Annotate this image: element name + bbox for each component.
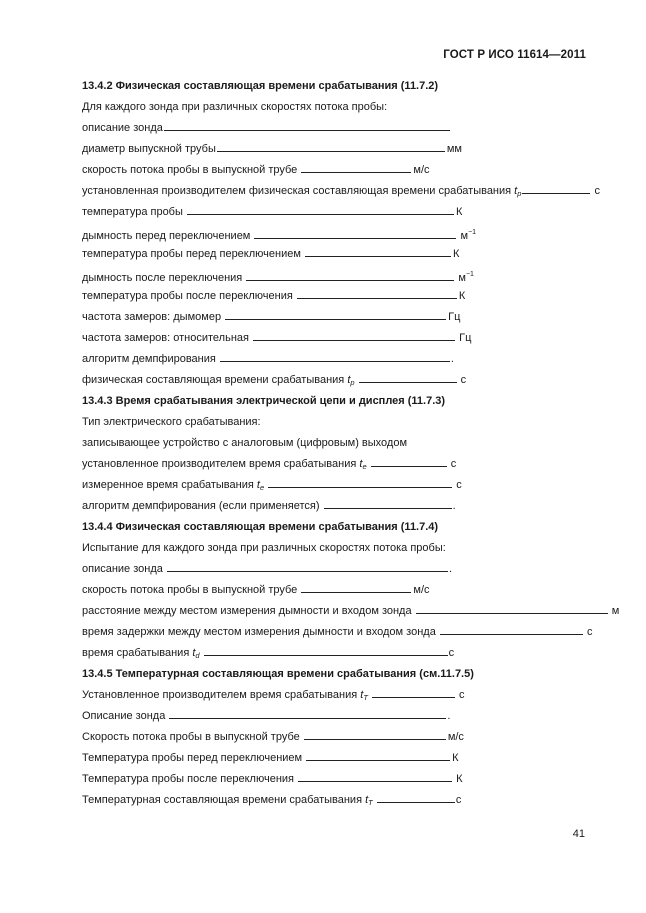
field-label: частота замеров: дымомер bbox=[82, 311, 222, 323]
field-label: частота замеров: относительная bbox=[82, 332, 249, 344]
blank-field[interactable] bbox=[217, 140, 445, 152]
blank-field[interactable] bbox=[297, 287, 457, 299]
field-label: описание зонда bbox=[82, 563, 163, 575]
unit-label: м bbox=[611, 605, 620, 617]
field-label: Скорость потока пробы в выпускной трубе bbox=[82, 731, 300, 743]
line-end: . bbox=[450, 353, 454, 365]
blank-field[interactable] bbox=[204, 644, 448, 656]
symbol-subscript: p bbox=[517, 189, 522, 198]
form-line bbox=[82, 559, 452, 579]
blank-field[interactable] bbox=[440, 623, 583, 635]
field-label: измеренное время срабатывания bbox=[82, 479, 254, 491]
unit-label: м/с bbox=[413, 164, 430, 176]
unit-label: с bbox=[455, 794, 462, 806]
form-line bbox=[82, 181, 600, 201]
blank-field[interactable] bbox=[169, 707, 446, 719]
blank-field[interactable] bbox=[225, 308, 446, 320]
form-line bbox=[82, 643, 454, 663]
field-label: диаметр выпускной трубы bbox=[82, 143, 216, 155]
blank-field[interactable] bbox=[301, 581, 411, 593]
form-line bbox=[82, 328, 471, 348]
form-line bbox=[82, 454, 456, 474]
symbol-subscript: T bbox=[368, 798, 373, 807]
form-line bbox=[82, 349, 454, 369]
symbol-subscript: T bbox=[363, 693, 368, 702]
unit-exponent: −1 bbox=[465, 271, 474, 278]
symbol: t bbox=[365, 794, 369, 806]
unit-label: с bbox=[448, 647, 455, 659]
field-label: скорость потока пробы в выпускной трубе bbox=[82, 164, 298, 176]
symbol: t bbox=[359, 458, 363, 470]
unit-label: с bbox=[594, 185, 600, 197]
form-line bbox=[82, 433, 407, 453]
form-line bbox=[82, 160, 430, 180]
blank-field[interactable] bbox=[359, 371, 457, 383]
symbol-subscript: d bbox=[195, 651, 200, 660]
unit-label: К bbox=[452, 248, 460, 260]
unit-label: м/с bbox=[413, 584, 430, 596]
form-line bbox=[82, 370, 466, 390]
section-intro: Для каждого зонда при различных скоростях потока пробы: bbox=[82, 101, 388, 113]
unit-label: с bbox=[459, 689, 465, 701]
blank-field[interactable] bbox=[298, 770, 452, 782]
form-line bbox=[82, 307, 460, 327]
blank-field[interactable] bbox=[167, 560, 448, 572]
field-label: температура пробы bbox=[82, 206, 183, 218]
field-label: скорость потока пробы в выпускной трубе bbox=[82, 584, 298, 596]
form-line bbox=[82, 748, 459, 768]
symbol: t bbox=[514, 185, 518, 197]
form-line bbox=[82, 265, 474, 285]
field-label: установленная производителем физическая составляющая времени срабатывания bbox=[82, 185, 512, 197]
blank-field[interactable] bbox=[305, 245, 451, 257]
section-heading-13-4-3: 13.4.3 Время срабатывания электрической цепи и дисплея (11.7.3) bbox=[82, 395, 446, 407]
field-label: Температура пробы перед переключением bbox=[82, 752, 303, 764]
section-heading-13-4-5: 13.4.5 Температурная составляющая времени срабатывания (см.11.7.5) bbox=[82, 668, 474, 680]
symbol: t bbox=[347, 374, 351, 386]
unit-label: К bbox=[458, 290, 466, 302]
symbol: t bbox=[256, 479, 260, 491]
symbol: t bbox=[192, 647, 196, 659]
line-end: . bbox=[447, 710, 451, 722]
symbol-subscript: e bbox=[259, 483, 265, 492]
blank-field[interactable] bbox=[372, 686, 455, 698]
field-label: Температура пробы после переключения bbox=[82, 773, 294, 785]
field-label: дымность после переключения bbox=[82, 272, 243, 284]
form-line bbox=[82, 223, 476, 243]
blank-field[interactable] bbox=[306, 749, 450, 761]
unit-label: К bbox=[456, 773, 463, 785]
field-label: температура пробы после переключения bbox=[82, 290, 293, 302]
form-line bbox=[82, 790, 461, 810]
field-label: Установленное производителем время срабатывания bbox=[82, 689, 358, 701]
blank-field[interactable] bbox=[304, 728, 446, 740]
form-line bbox=[82, 706, 450, 726]
unit-label: м bbox=[458, 272, 466, 284]
blank-field[interactable] bbox=[253, 329, 455, 341]
blank-field[interactable] bbox=[220, 350, 450, 362]
section-intro: Испытание для каждого зонда при различных скоростях потока пробы: bbox=[82, 542, 446, 554]
symbol: t bbox=[360, 689, 364, 701]
form-line bbox=[82, 118, 451, 138]
field-label: температура пробы перед переключением bbox=[82, 248, 301, 260]
section-intro: Тип электрического срабатывания: bbox=[82, 416, 261, 428]
form-line bbox=[82, 475, 462, 495]
unit-exponent: −1 bbox=[468, 229, 477, 236]
form-line bbox=[82, 601, 619, 621]
field-label: Температурная составляющая времени срабатывания bbox=[82, 794, 363, 806]
field-label: расстояние между местом измерения дымности и входом зонда bbox=[82, 605, 412, 617]
line-end: . bbox=[448, 563, 453, 575]
blank-field[interactable] bbox=[268, 476, 452, 488]
blank-field[interactable] bbox=[164, 119, 450, 131]
blank-field[interactable] bbox=[371, 455, 447, 467]
section-heading-13-4-2: 13.4.2 Физическая составляющая времени срабатывания (11.7.2) bbox=[82, 80, 439, 92]
unit-label: мм bbox=[446, 143, 462, 155]
form-line bbox=[82, 685, 465, 705]
field-label: физическая составляющая времени срабатывания bbox=[82, 374, 345, 386]
form-line bbox=[82, 496, 456, 516]
form-line bbox=[82, 139, 462, 159]
blank-field[interactable] bbox=[416, 602, 608, 614]
blank-field[interactable] bbox=[377, 791, 455, 803]
unit-label: К bbox=[455, 206, 463, 218]
unit-label: с bbox=[450, 458, 457, 470]
field-label: алгоритм демпфирования bbox=[82, 353, 216, 365]
form-line bbox=[82, 202, 462, 222]
blank-field[interactable] bbox=[301, 161, 411, 173]
page-number: 41 bbox=[572, 828, 585, 840]
blank-field[interactable] bbox=[324, 497, 452, 509]
blank-field[interactable] bbox=[246, 269, 454, 281]
unit-label: с bbox=[586, 626, 593, 638]
field-label: дымность перед переключением bbox=[82, 230, 251, 242]
unit-label: Гц bbox=[448, 311, 461, 323]
field-label: записывающее устройство с аналоговым (цифровым) выходом bbox=[82, 437, 408, 449]
blank-field[interactable] bbox=[254, 227, 456, 239]
field-label: время задержки между местом измерения дымности и входом зонда bbox=[82, 626, 436, 638]
form-line bbox=[82, 622, 592, 642]
field-label: установленное производителем время срабатывания bbox=[82, 458, 357, 470]
symbol-subscript: e bbox=[362, 462, 367, 471]
unit-label: К bbox=[452, 752, 459, 764]
field-label: алгоритм демпфирования (если применяется) bbox=[82, 500, 320, 512]
form-line bbox=[82, 580, 430, 600]
document-standard-code: ГОСТ Р ИСО 11614—2011 bbox=[443, 49, 586, 61]
section-heading-13-4-4: 13.4.4 Физическая составляющая времени срабатывания (11.7.4) bbox=[82, 521, 439, 533]
form-line bbox=[82, 286, 465, 306]
field-label: описание зонда bbox=[82, 122, 163, 134]
form-line bbox=[82, 727, 464, 747]
unit-label: с bbox=[456, 479, 462, 491]
field-label: время срабатывания bbox=[82, 647, 190, 659]
unit-label: с bbox=[460, 374, 467, 386]
line-end: . bbox=[452, 500, 456, 512]
blank-field[interactable] bbox=[187, 203, 454, 215]
field-label: Описание зонда bbox=[82, 710, 166, 722]
unit-label: м bbox=[460, 230, 469, 242]
form-line bbox=[82, 244, 459, 264]
unit-label: м/с bbox=[447, 731, 464, 743]
symbol-subscript: p bbox=[350, 378, 355, 387]
blank-field[interactable] bbox=[522, 182, 590, 194]
unit-label: Гц bbox=[459, 332, 472, 344]
form-line bbox=[82, 769, 463, 789]
